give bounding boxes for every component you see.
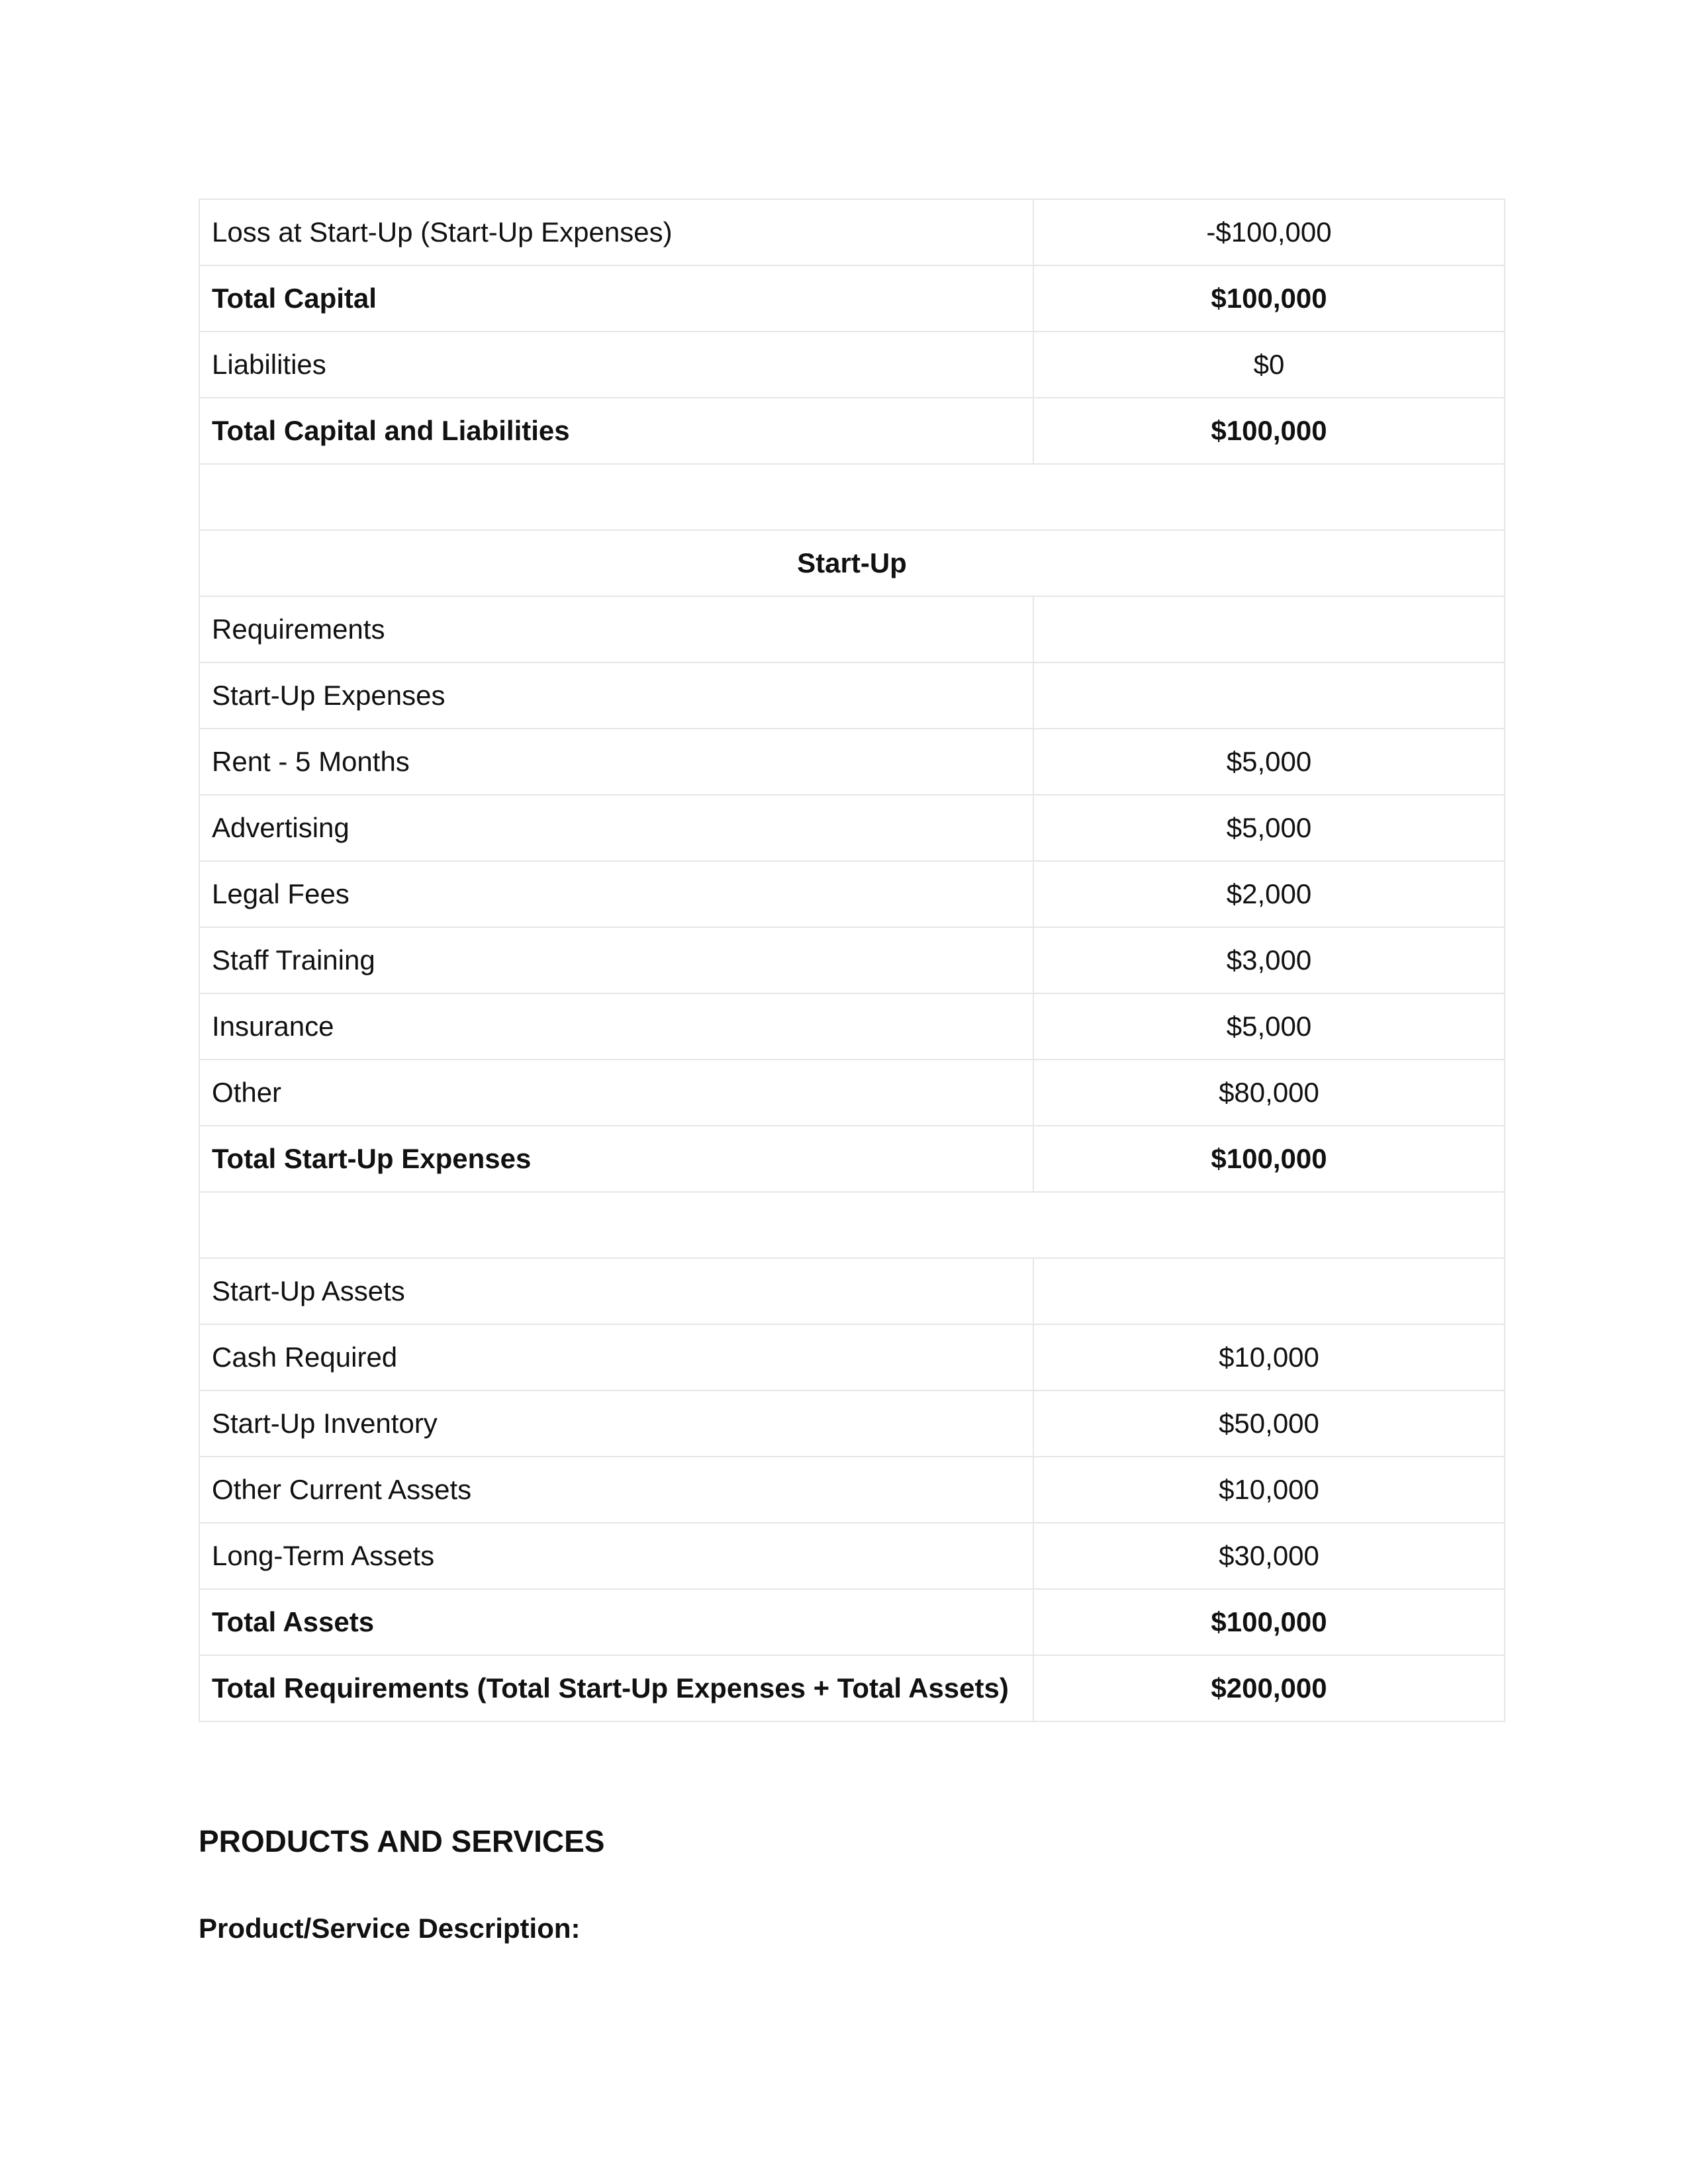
row-label: Requirements (199, 596, 1033, 662)
row-label: Start-Up Assets (199, 1258, 1033, 1324)
row-value: $80,000 (1033, 1060, 1505, 1126)
row-value: $0 (1033, 332, 1505, 398)
row-label: Loss at Start-Up (Start-Up Expenses) (199, 199, 1033, 265)
row-value: $2,000 (1033, 861, 1505, 927)
row-value: $10,000 (1033, 1457, 1505, 1523)
table-row-spacer (199, 464, 1505, 530)
row-label: Advertising (199, 795, 1033, 861)
row-value: $100,000 (1033, 1126, 1505, 1192)
row-label: Total Capital (199, 265, 1033, 332)
table-row (199, 199, 1505, 265)
table-row (199, 1126, 1505, 1192)
product-description-heading: Product/Service Description: (199, 1913, 581, 1944)
table-row-section-header (199, 530, 1505, 596)
row-label: Insurance (199, 993, 1033, 1060)
table-row (199, 993, 1505, 1060)
table-row (199, 795, 1505, 861)
row-label: Long-Term Assets (199, 1523, 1033, 1589)
table-row (199, 927, 1505, 993)
row-value: $30,000 (1033, 1523, 1505, 1589)
table-row (199, 1258, 1505, 1324)
table-row (199, 1589, 1505, 1655)
row-label: Total Assets (199, 1589, 1033, 1655)
table-row (199, 1457, 1505, 1523)
table-row (199, 729, 1505, 795)
row-value: $5,000 (1033, 729, 1505, 795)
table-row (199, 265, 1505, 332)
startup-financials-table (199, 199, 1505, 1722)
row-value (1033, 596, 1505, 662)
row-label: Start-Up Expenses (199, 662, 1033, 729)
row-label: Liabilities (199, 332, 1033, 398)
row-value: $50,000 (1033, 1390, 1505, 1457)
table-row (199, 1324, 1505, 1390)
row-value: $100,000 (1033, 1589, 1505, 1655)
table-row (199, 662, 1505, 729)
row-value: -$100,000 (1033, 199, 1505, 265)
table-row-spacer (199, 1192, 1505, 1258)
table-row (199, 332, 1505, 398)
table-row (199, 1655, 1505, 1721)
row-value: $200,000 (1033, 1655, 1505, 1721)
row-label: Total Capital and Liabilities (199, 398, 1033, 464)
table-row (199, 861, 1505, 927)
row-value: $5,000 (1033, 795, 1505, 861)
row-value: $3,000 (1033, 927, 1505, 993)
row-value (1033, 1258, 1505, 1324)
row-value: $100,000 (1033, 265, 1505, 332)
row-label: Legal Fees (199, 861, 1033, 927)
table-row (199, 1060, 1505, 1126)
table-row (199, 1390, 1505, 1457)
row-value (1033, 662, 1505, 729)
row-value: $10,000 (1033, 1324, 1505, 1390)
row-label: Cash Required (199, 1324, 1033, 1390)
spacer-cell (199, 464, 1505, 530)
row-label: Total Start-Up Expenses (199, 1126, 1033, 1192)
row-label: Total Requirements (Total Start-Up Expenses + Total Assets) (199, 1655, 1033, 1721)
table-row (199, 398, 1505, 464)
section-header-startup: Start-Up (199, 530, 1505, 596)
row-label: Other Current Assets (199, 1457, 1033, 1523)
row-label: Other (199, 1060, 1033, 1126)
products-services-heading: PRODUCTS AND SERVICES (199, 1824, 605, 1858)
spacer-cell (199, 1192, 1505, 1258)
row-label: Staff Training (199, 927, 1033, 993)
table-row (199, 596, 1505, 662)
row-value: $5,000 (1033, 993, 1505, 1060)
row-label: Start-Up Inventory (199, 1390, 1033, 1457)
row-value: $100,000 (1033, 398, 1505, 464)
row-label: Rent - 5 Months (199, 729, 1033, 795)
table-row (199, 1523, 1505, 1589)
